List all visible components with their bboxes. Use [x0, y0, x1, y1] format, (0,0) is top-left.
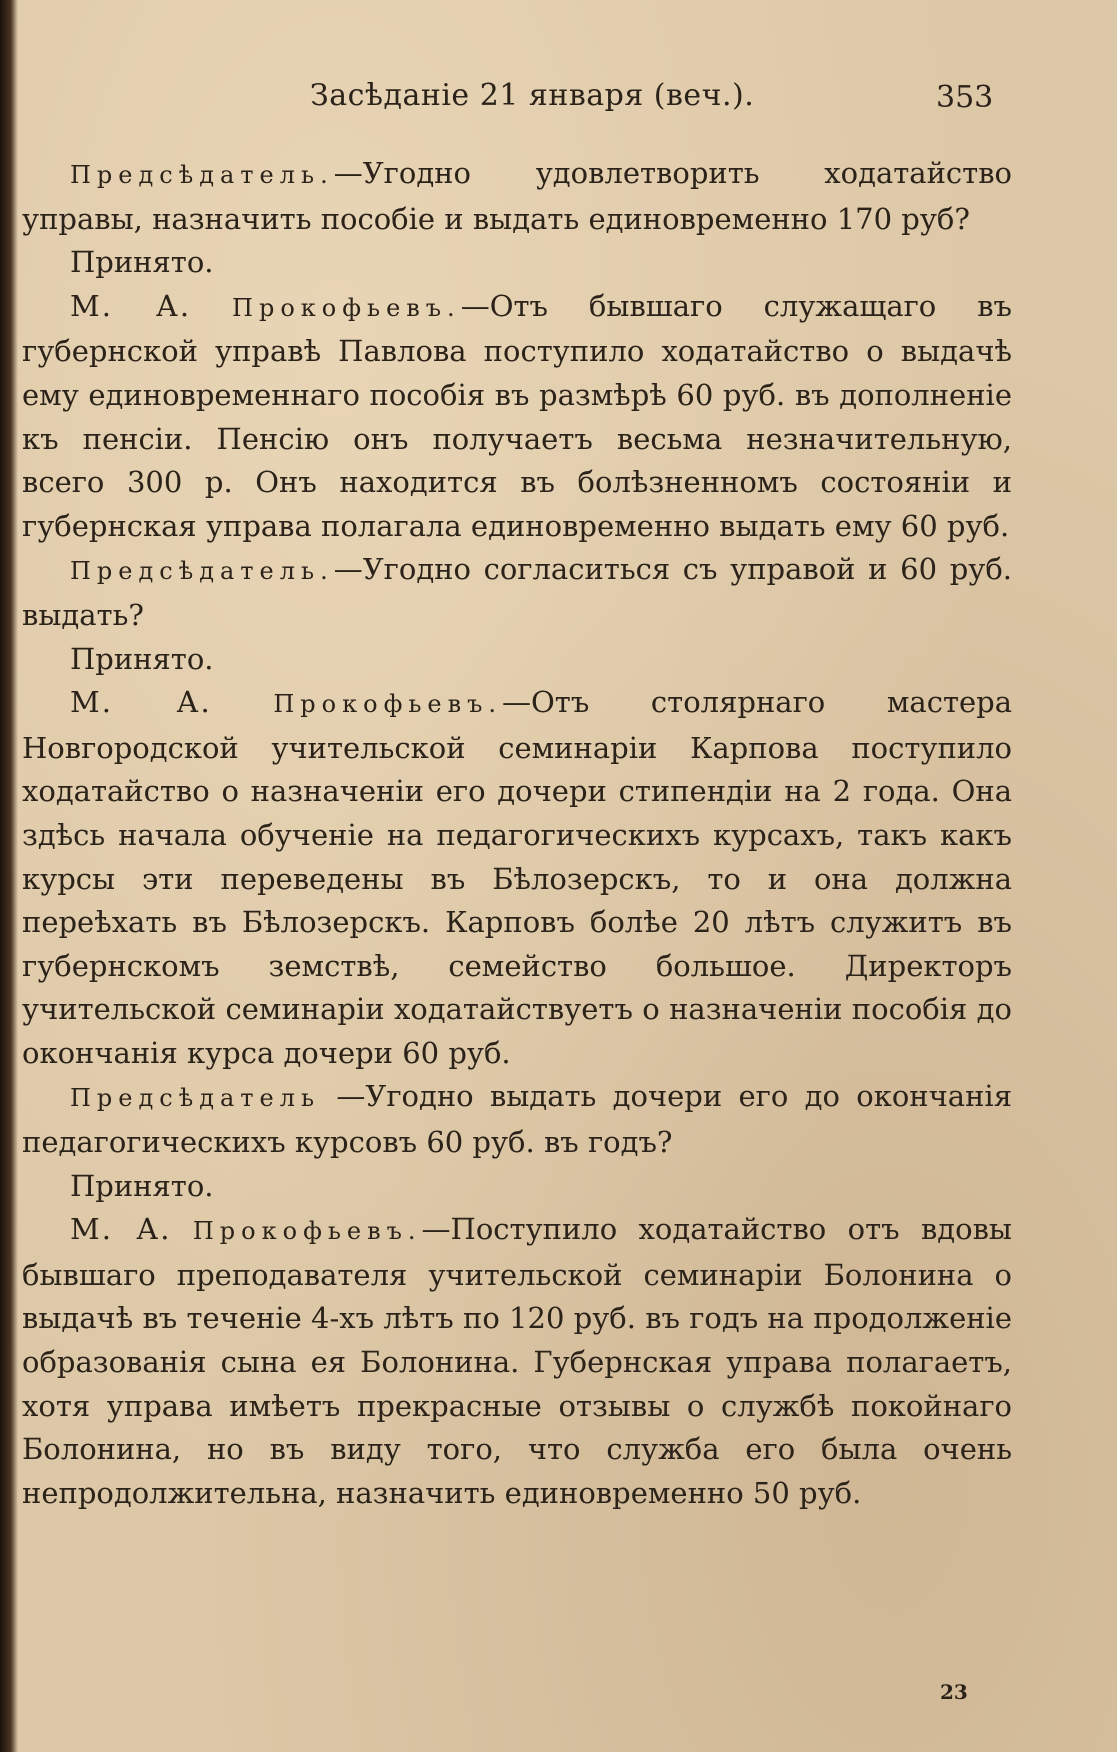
page-number: 353	[936, 80, 994, 115]
speaker-name: Предсѣдатель.	[70, 557, 334, 586]
paragraph-8	[22, 1165, 1012, 1209]
paragraph-5	[22, 638, 1012, 682]
paragraph-1	[22, 152, 1012, 241]
paragraph-3	[22, 285, 1012, 549]
running-title: Засѣданіе 21 января (веч.).	[310, 78, 755, 113]
speaker-name: Предсѣдатель	[70, 1084, 321, 1113]
speaker-name: Прокофьевъ.	[192, 1217, 422, 1246]
paragraph-2	[22, 241, 1012, 285]
speaker-initials: М. А.	[70, 288, 192, 323]
paragraph-4	[22, 548, 1012, 637]
speaker-name: Предсѣдатель.	[70, 161, 334, 189]
body-text	[22, 152, 1012, 1515]
paragraph-text: —Отъ столярнаго мастера Новгородской учительской семинаріи Карпова поступило ходатайство о назначеніи его дочери стипендіи на 2 года. Она здѣсь начала обученіе на педагогическихъ курсахъ, такъ какъ курсы эти переведены въ Бѣлозерскъ, то и она должна переѣхать въ Бѣлозерскъ. Карповъ болѣе 20 лѣтъ служитъ въ губернскомъ земствѣ, семейство большое. Директоръ учительской семинаріи ходатайствуетъ о назначеніи пособія до окончанія курса дочери 60 руб.	[22, 685, 1013, 1070]
paragraph-text: Принято.	[70, 1168, 214, 1203]
speaker-initials: М. А.	[70, 685, 212, 720]
paragraph-7	[22, 1075, 1012, 1164]
paragraph-text: —Поступило ходатайство отъ вдовы бывшаго преподавателя учительской семинаріи Болонина о выдачѣ въ теченіе 4-хъ лѣтъ по 120 руб. въ годъ на продолженіе образованія сына ея Болонина. Губернская управа полагаетъ, хотя управа имѣетъ прекрасные отзывы о службѣ покойнаго Болонина, но въ виду того, что служба его была очень непродолжительна, назначить единовременно 50 руб.	[22, 1212, 1013, 1510]
paragraph-text: —Угодно удовлетворить ходатайство управы, назначить пособіе и выдать единовременно 170 руб?	[22, 156, 1012, 236]
paragraph-text: Принято.	[70, 245, 214, 280]
paragraph-text: Принято.	[70, 641, 214, 676]
speaker-initials: М. А.	[70, 1212, 172, 1247]
paragraph-text: —Отъ бывшаго служащаго въ губернской управѣ Павлова поступило ходатайство о выдачѣ ему единовременнаго пособія въ размѣрѣ 60 руб. въ дополненіе къ пенсіи. Пенсію онъ получаетъ весьма незначительную, всего 300 р. Онъ находится въ болѣзненномъ состояніи и губернская управа полагала единовременно выдать ему 60 руб.	[22, 288, 1012, 543]
speaker-name: Прокофьевъ.	[232, 293, 461, 322]
running-head	[0, 78, 1117, 128]
paragraph-text: —Угодно выдать дочери его до окончанія педагогическихъ курсовъ 60 руб. въ годъ?	[22, 1079, 1012, 1160]
binding-shadow	[0, 0, 18, 1752]
paragraph-6	[22, 681, 1012, 1075]
speaker-name: Прокофьевъ.	[273, 690, 503, 719]
paragraph-9	[22, 1208, 1012, 1515]
paragraph-text: —Угодно согласиться съ управой и 60 руб. выдать?	[22, 552, 1012, 632]
printer-signature-mark: 23	[940, 1680, 968, 1704]
